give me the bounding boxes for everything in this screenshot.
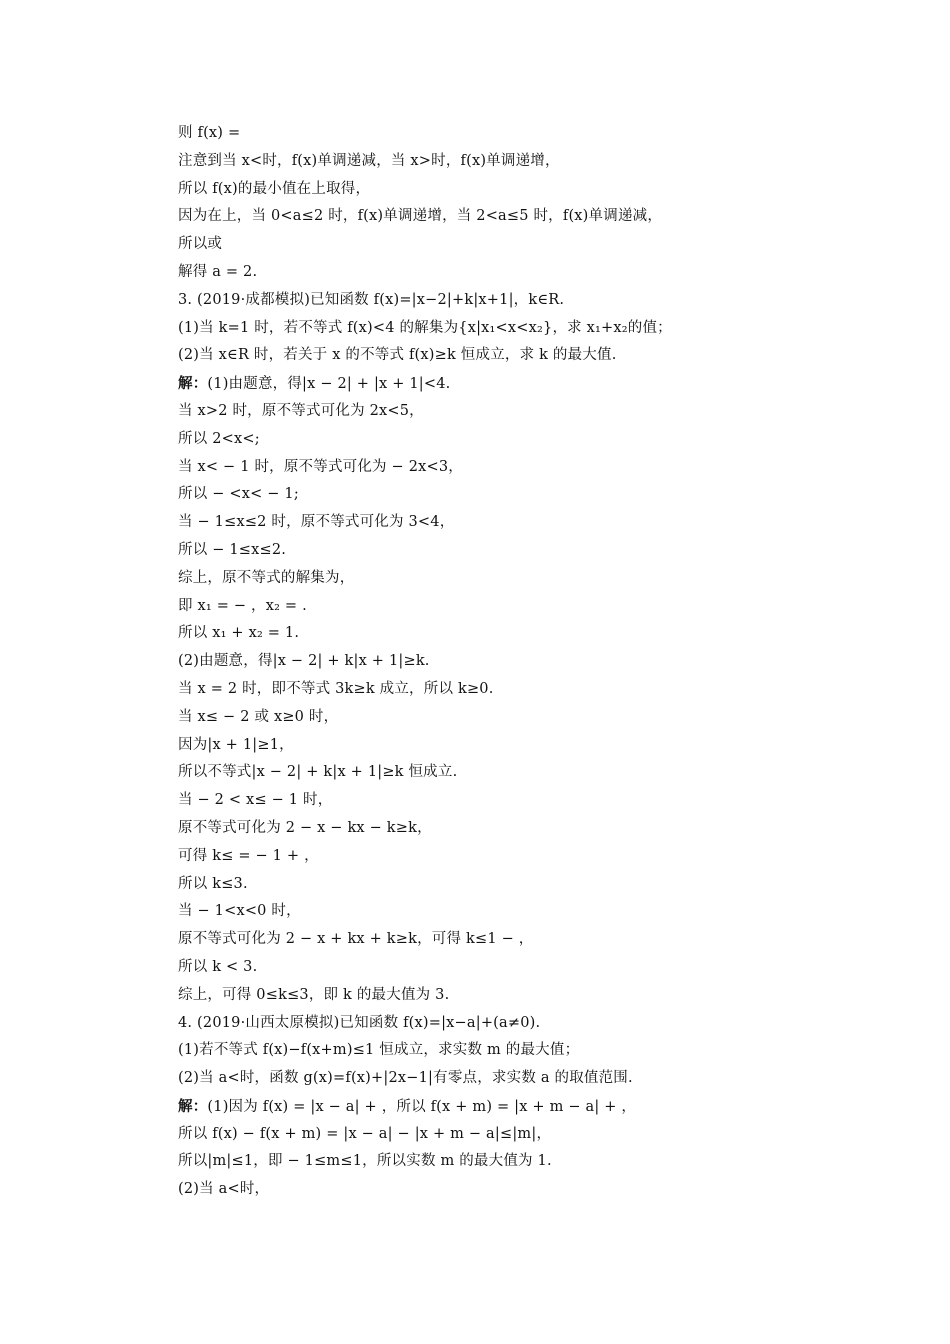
line-text: 因为|x + 1|≥1， <box>178 736 294 753</box>
text-line <box>178 926 898 954</box>
line-text: 3. (2019·成都模拟)已知函数 f(x)=|x−2|+k|x+1|，k∈R. <box>178 291 565 308</box>
text-line <box>178 342 898 370</box>
line-text: 所以|m|≤1，即 − 1≤m≤1，所以实数 m 的最大值为 1. <box>178 1153 552 1170</box>
text-line <box>178 1176 898 1204</box>
text-line <box>178 1037 898 1065</box>
text-line <box>178 120 898 148</box>
line-text: 当 − 2 < x≤ − 1 时， <box>178 792 333 809</box>
text-line <box>178 176 898 204</box>
text-line <box>178 815 898 843</box>
line-text: 4. (2019·山西太原模拟)已知函数 f(x)=|x−a|+(a≠0). <box>178 1014 541 1031</box>
text-line <box>178 648 898 676</box>
solution-line <box>178 1093 898 1121</box>
line-text: 所以 2<x<; <box>178 430 260 447</box>
line-text: 注意到当 x<时，f(x)单调递减，当 x>时，f(x)单调递增， <box>178 152 560 169</box>
text-line <box>178 732 898 760</box>
text-line <box>178 1148 898 1176</box>
text-line <box>178 454 898 482</box>
text-line <box>178 231 898 259</box>
text-line <box>178 259 898 287</box>
line-text: (2)由题意，得|x − 2| + k|x + 1|≥k. <box>178 653 430 670</box>
line-text: 当 − 1<x<0 时， <box>178 903 301 920</box>
text-line <box>178 843 898 871</box>
problem-4-heading <box>178 1010 898 1038</box>
line-text: 则 f(x) = <box>178 125 241 141</box>
line-text: 所以 x₁ + x₂ = 1. <box>178 625 300 642</box>
text-line <box>178 537 898 565</box>
line-text: 所以不等式|x − 2| + k|x + 1|≥k 恒成立. <box>178 764 458 781</box>
text-line <box>178 982 898 1010</box>
line-text: 所以 k < 3. <box>178 958 258 975</box>
solution-label: 解： <box>178 1097 208 1115</box>
line-text: 综上，原不等式的解集为， <box>178 569 355 586</box>
text-line <box>178 787 898 815</box>
line-text: (2)当 x∈R 时，若关于 x 的不等式 f(x)≥k 恒成立，求 k 的最大值. <box>178 347 617 364</box>
text-line <box>178 898 898 926</box>
line-text: (1)因为 f(x) = |x − a| + ，所以 f(x + m) = |x + m − a| + ， <box>207 1098 637 1115</box>
text-line <box>178 565 898 593</box>
text-line <box>178 871 898 899</box>
line-text: 即 x₁ = − ，x₂ = . <box>178 597 307 614</box>
text-line <box>178 398 898 426</box>
text-line <box>178 954 898 982</box>
text-line <box>178 481 898 509</box>
text-line <box>178 593 898 621</box>
line-text: (1)若不等式 f(x)−f(x+m)≤1 恒成立，求实数 m 的最大值； <box>178 1042 580 1059</box>
document-page <box>178 120 898 1204</box>
line-text: 当 − 1≤x≤2 时，原不等式可化为 3<4， <box>178 514 455 531</box>
line-text: 当 x≤ − 2 或 x≥0 时， <box>178 708 339 725</box>
line-text: 因为在上，当 0<a≤2 时，f(x)单调递增，当 2<a≤5 时，f(x)单调递减， <box>178 208 663 225</box>
line-text: 当 x>2 时，原不等式可化为 2x<5， <box>178 402 424 419</box>
line-text: 可得 k≤ = − 1 + ， <box>178 847 319 864</box>
line-text: 原不等式可化为 2 − x + kx + k≥k，可得 k≤1 − ， <box>178 931 534 948</box>
solution-line <box>178 370 898 398</box>
line-text: 所以或 <box>178 236 223 253</box>
line-text: 解得 a = 2. <box>178 263 258 280</box>
line-text: 当 x< − 1 时，原不等式可化为 − 2x<3， <box>178 458 463 475</box>
text-line <box>178 509 898 537</box>
text-line <box>178 203 898 231</box>
text-line <box>178 1121 898 1149</box>
text-line <box>178 676 898 704</box>
line-text: 所以 k≤3. <box>178 875 248 892</box>
text-line <box>178 759 898 787</box>
line-text: 所以 f(x)的最小值在上取得， <box>178 180 371 197</box>
line-text: (2)当 a<时， <box>178 1181 270 1198</box>
line-text: (1)由题意，得|x − 2| + |x + 1|<4. <box>207 376 451 393</box>
line-text: (2)当 a<时，函数 g(x)=f(x)+|2x−1|有零点，求实数 a 的取值范围. <box>178 1070 633 1087</box>
line-text: 所以 − <x< − 1; <box>178 486 299 503</box>
text-line <box>178 148 898 176</box>
line-text: 原不等式可化为 2 − x − kx − k≥k， <box>178 819 432 836</box>
text-line <box>178 704 898 732</box>
line-text: (1)当 k=1 时，若不等式 f(x)<4 的解集为{x|x₁<x<x₂}，求 x₁+x₂的值； <box>178 319 672 336</box>
text-line <box>178 426 898 454</box>
line-text: 所以 − 1≤x≤2. <box>178 541 287 558</box>
text-line <box>178 315 898 343</box>
text-line <box>178 620 898 648</box>
line-text: 当 x = 2 时，即不等式 3k≥k 成立，所以 k≥0. <box>178 680 494 697</box>
line-text: 所以 f(x) − f(x + m) = |x − a| − |x + m − a|≤|m|， <box>178 1125 552 1142</box>
problem-3-heading <box>178 287 898 315</box>
line-text: 综上，可得 0≤k≤3，即 k 的最大值为 3. <box>178 986 450 1003</box>
text-line <box>178 1065 898 1093</box>
solution-label: 解： <box>178 375 208 393</box>
